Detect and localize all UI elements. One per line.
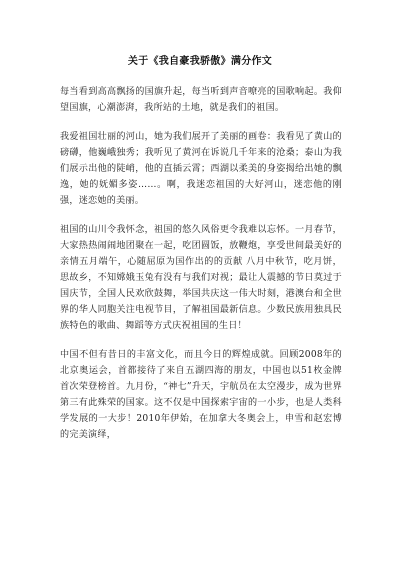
- paragraph-4: 中国不但有昔日的丰富文化，而且今日的辉煌成就。回顾2008年的北京奥运会，首都接待了来自五湖四海的朋友，中国也以51枚金牌首次荣登榜首。九月份，“神七”升天，宇航员在太空漫步，成为世界第三有此殊荣的国家。这不仅是中国探索宇宙的一小步，也是人类科学发展的一大步！2010年伊始，在加拿大冬奥会上，申雪和赵宏博的完美演绎，: [60, 350, 342, 440]
- paragraph-3: 祖国的山川令我怀念，祖国的悠久风俗更令我难以忘怀。一月春节，大家热热闹闹地团聚在一起，吃团圆饭，放鞭炮，享受世间最美好的亲情五月端午，心随屈原为国作出的的贡献 八月中秋节，吃月饼，思故乡，不知嫦娥玉兔有没有与我们对视；最让人震撼的节日莫过于国庆节，全国人民欢欣鼓舞，举国共庆这一伟大时刻，港澳台和全世界的华人同胞关注电视节目，了解祖国最新信息。少数民族用独具民族特色的歌曲、舞蹈等方式庆祝祖国的生日！: [60, 225, 342, 331]
- paragraph-1: 每当看到高高飘扬的国旗升起，每当听到声音嘹亮的国歌响起。我仰望国旗，心潮澎湃，我所站的土地，就是我们的祖国。: [60, 87, 342, 113]
- document-body: [60, 84, 342, 456]
- paragraph-2: 我爱祖国壮丽的河山，她为我们展开了美丽的画卷：我看见了黄山的磅礴，他巍峨独秀；我听见了黄河在诉说几千年来的沧桑；泰山为我们展示出他的陡峭，他的直插云霄；西湖以柔美的身姿揭给出她的飘逸，她的妩媚多姿……。啊，我迷恋祖国的大好河山，迷恋他的刚强，迷恋她的美丽。: [60, 132, 342, 206]
- document-title: 关于《我自豪我骄傲》满分作文: [127, 56, 273, 67]
